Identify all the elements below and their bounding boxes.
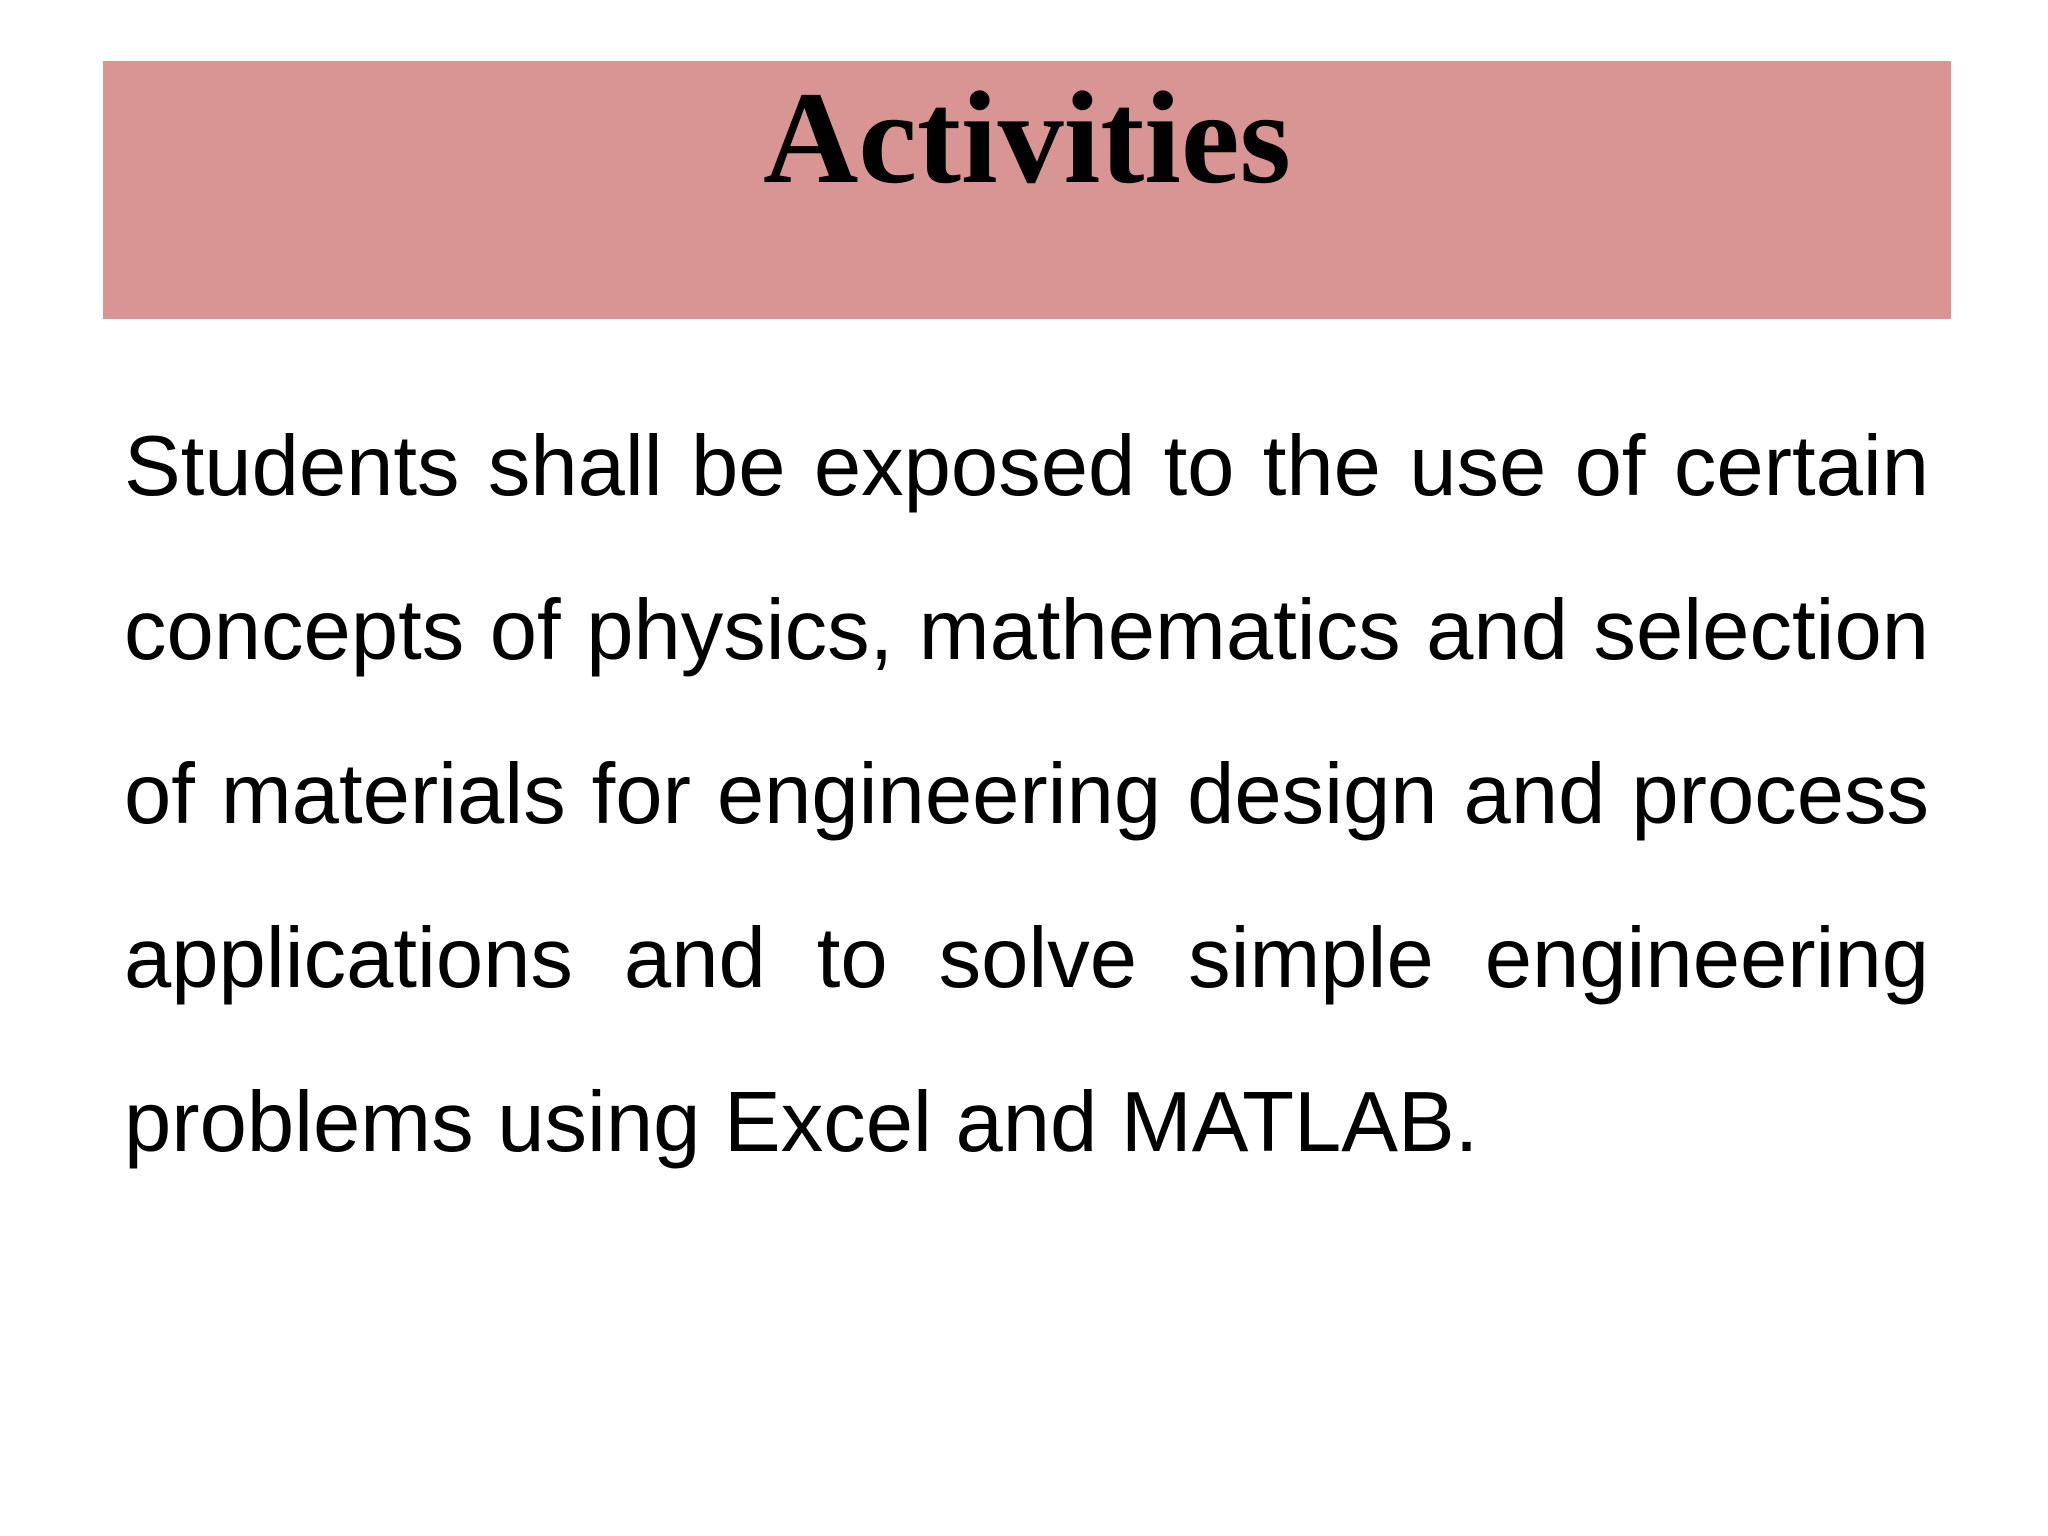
slide-title: Activities: [763, 63, 1291, 211]
slide-body-text: Students shall be exposed to the use of certain concepts of physics, mathematics and selection of materials for engineering design and process applications and to solve simple engineering problems using Excel and MATLAB.: [124, 419, 1929, 1170]
title-banner: [103, 61, 1951, 319]
